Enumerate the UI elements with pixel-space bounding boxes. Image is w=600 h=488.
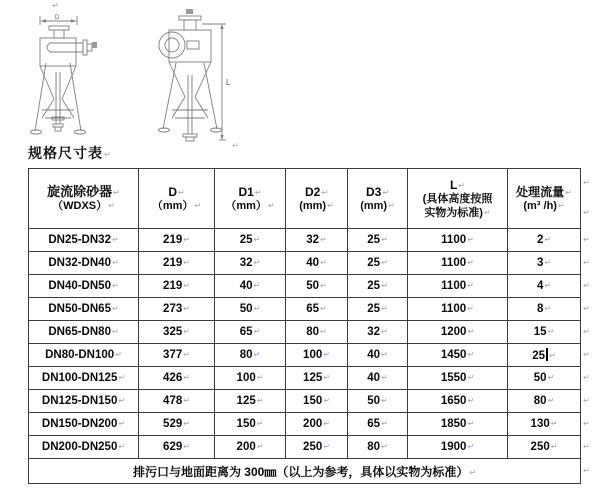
paragraph-mark-icon: ↵ [583,350,590,359]
paragraph-mark-icon: ↵ [467,373,475,382]
table-row [29,229,581,252]
header-text: (m³ /h) [523,199,557,212]
page-title [28,143,112,163]
cell-d[interactable] [139,436,215,459]
table-row [29,252,581,275]
paragraph-mark-icon: ↵ [323,373,330,382]
paragraph-mark-icon: ↵ [183,258,190,267]
paragraph-mark-icon: ↵ [183,373,190,382]
cell-l[interactable] [408,321,508,344]
cell-d3[interactable] [348,413,408,436]
table-row [29,344,581,367]
table-row [29,367,581,390]
header-text: D [168,184,177,199]
cell-d2[interactable] [286,229,348,252]
spec-table [28,168,581,484]
paragraph-mark-icon: ↵ [544,281,552,290]
paragraph-mark-icon: ↵ [323,442,330,451]
cell-model[interactable] [29,436,139,459]
outlet-size-label [92,42,97,48]
paragraph-mark-icon: ↵ [111,304,119,313]
paragraph-mark-icon: ↵ [467,258,474,267]
cell-d1[interactable] [215,436,286,459]
paragraph-mark-icon: ↵ [183,327,190,336]
cell-text: 219 [163,257,183,269]
cell-text: 478 [163,395,183,407]
paragraph-mark-icon: ↵ [320,281,327,290]
paragraph-mark-icon: ↵ [253,281,261,290]
paragraph-mark-icon: ↵ [111,258,119,267]
paragraph-mark-icon: ↵ [253,258,261,267]
header-text: （WDXS） [52,200,108,213]
cell-text: DN125-DN150 [41,395,118,407]
cell-text: 1200 [440,326,467,338]
cell-d1[interactable] [215,298,286,321]
cell-text: 629 [163,441,183,453]
cell-text: 40 [239,280,253,292]
cell-model[interactable] [29,390,139,413]
paragraph-mark-icon: ↵ [118,419,126,428]
paragraph-mark-icon: ↵ [320,327,327,336]
cell-l[interactable] [408,252,508,275]
separator-front-view [159,16,227,141]
cell-d1[interactable] [215,229,286,252]
cell-text: 1650 [440,395,467,407]
cell-l[interactable] [408,436,508,459]
paragraph-mark-icon: ↵ [183,396,190,405]
paragraph-mark-icon: ↵ [583,281,590,290]
cell-text: 25 [532,350,546,362]
paragraph-mark-icon: ↵ [467,396,475,405]
cell-text: DN150-DN200 [41,418,118,430]
paragraph-mark-icon: ↵ [232,141,239,150]
cell-text: 40 [306,257,320,269]
paragraph-mark-icon: ↵ [183,281,190,290]
text-cursor [546,348,548,361]
cell-d2[interactable] [286,321,348,344]
paragraph-mark-icon: ↵ [467,419,475,428]
paragraph-mark-icon: ↵ [583,419,590,428]
paragraph-mark-icon: ↵ [104,150,112,159]
paragraph-mark-icon: ↵ [52,1,59,10]
cyclone-separator-diagrams [0,0,260,156]
cell-d3[interactable] [348,321,408,344]
paragraph-mark-icon: ↵ [547,373,555,382]
cell-d3[interactable] [348,275,408,298]
paragraph-mark-icon: ↵ [583,327,590,336]
cell-l[interactable] [408,344,508,367]
cell-d[interactable] [139,298,215,321]
cell-text: 1100 [441,280,467,292]
paragraph-mark-icon: ↵ [256,442,264,451]
paragraph-mark-icon: ↵ [381,442,388,451]
cell-text: 25 [367,234,381,246]
note-row [29,459,581,484]
cell-model[interactable] [29,367,139,390]
paragraph-mark-icon: ↵ [320,304,327,313]
cell-text: 65 [367,418,381,430]
cell-model[interactable] [29,344,139,367]
cell-text: DN50-DN65 [48,303,111,315]
cell-text: 1100 [441,303,467,315]
page-title-text: 规格尺寸表 [28,145,103,161]
cell-text: 50 [239,303,253,315]
cell-flow[interactable] [508,229,581,252]
cell-d2[interactable] [286,252,348,275]
cell-text: 25 [239,234,253,246]
paragraph-mark-icon: ↵ [118,396,126,405]
cell-flow[interactable] [508,413,581,436]
cell-model[interactable] [29,321,139,344]
paragraph-mark-icon: ↵ [113,187,120,197]
cell-l[interactable] [408,367,508,390]
paragraph-mark-icon: ↵ [467,281,474,290]
cell-model[interactable] [29,252,139,275]
spec-table-body [29,229,581,459]
paragraph-mark-icon: ↵ [111,235,119,244]
dimension-label-l: L [226,78,231,87]
paragraph-mark-icon: ↵ [381,304,388,313]
paragraph-mark-icon: ↵ [254,187,262,197]
cell-text: 40 [367,372,381,384]
paragraph-mark-icon: ↵ [256,396,264,405]
separator-side-view [31,16,93,134]
paragraph-mark-icon: ↵ [467,235,474,244]
cell-text: 426 [163,372,183,384]
paragraph-mark-icon: ↵ [381,396,388,405]
cell-d3[interactable] [348,390,408,413]
col-header-l[interactable] [408,169,508,229]
cell-d[interactable] [139,229,215,252]
paragraph-mark-icon: ↵ [253,350,261,359]
cell-l[interactable] [408,298,508,321]
paragraph-mark-icon: ↵ [550,419,558,428]
cell-text: 50 [306,280,320,292]
cell-text: 32 [367,326,381,338]
paragraph-mark-icon: ↵ [388,200,395,210]
header-row [29,169,581,229]
cell-text: 125 [236,395,256,407]
cell-d2[interactable] [286,390,348,413]
paragraph-mark-icon: ↵ [458,180,466,190]
cell-text: 25 [367,303,381,315]
cell-d[interactable] [139,321,215,344]
cell-text: DN200-DN250 [41,441,118,453]
header-text: D1 [238,184,254,199]
col-header-flow[interactable] [508,169,581,229]
paragraph-mark-icon: ↵ [381,419,388,428]
paragraph-mark-icon: ↵ [320,258,327,267]
cell-text: DN100-DN125 [41,372,118,384]
paragraph-mark-icon: ↵ [467,350,475,359]
cell-d1[interactable] [215,321,286,344]
paragraph-mark-icon: ↵ [583,396,590,405]
cell-text: 1450 [440,349,467,361]
cell-text: 2 [536,234,544,246]
table-row [29,298,581,321]
col-header-product[interactable] [29,169,139,229]
cell-d2[interactable] [286,344,348,367]
cell-text: 200 [236,441,256,453]
cell-d3[interactable] [348,367,408,390]
cell-text: 1900 [440,441,467,453]
cell-text: DN80-DN100 [45,349,115,361]
cell-l[interactable] [408,229,508,252]
cell-l[interactable] [408,413,508,436]
cell-d3[interactable] [348,344,408,367]
paragraph-mark-icon: ↵ [253,235,261,244]
header-text: （mm） [151,199,194,212]
paragraph-mark-icon: ↵ [320,235,327,244]
cell-text: 150 [303,395,323,407]
paragraph-mark-icon: ↵ [381,350,388,359]
paragraph-mark-icon: ↵ [583,235,590,244]
cell-text: 80 [239,349,253,361]
cell-text: 529 [163,418,183,430]
header-text: L [449,177,458,192]
paragraph-mark-icon: ↵ [467,327,475,336]
cell-text: 1100 [441,257,467,269]
dim-arrow-left [41,19,46,22]
col-header-d2[interactable] [286,169,348,229]
cell-text: 50 [367,395,381,407]
header-text: （mm） [225,199,267,212]
cell-flow[interactable] [508,344,581,367]
cell-text: 25 [367,257,381,269]
table-row [29,436,581,459]
cell-text: 65 [306,303,320,315]
cell-text: 80 [367,441,381,453]
table-row [29,321,581,344]
cell-text: 50 [533,372,547,384]
paragraph-mark-icon: ↵ [381,235,388,244]
paragraph-mark-icon: ↵ [381,327,388,336]
paragraph-mark-icon: ↵ [183,350,190,359]
cell-text: 219 [163,280,183,292]
cell-d1[interactable] [215,390,286,413]
cell-d3[interactable] [348,436,408,459]
paragraph-mark-icon: ↵ [256,419,264,428]
cell-text: 25 [367,280,381,292]
col-header-d[interactable] [139,169,215,229]
paragraph-mark-icon: ↵ [583,304,590,313]
cell-d2[interactable] [286,275,348,298]
cell-text: 40 [367,349,381,361]
cell-text: DN25-DN32 [48,234,111,246]
paragraph-mark-icon: ↵ [111,327,119,336]
cell-text: DN40-DN50 [48,280,111,292]
table-row [29,413,581,436]
cell-d2[interactable] [286,413,348,436]
cell-text: 65 [239,326,253,338]
cell-d[interactable] [139,344,215,367]
header-text: 处理流量 [516,184,565,199]
cell-text: 1100 [441,234,467,246]
paragraph-mark-icon: ↵ [483,207,491,217]
cell-text: 100 [303,349,323,361]
dim-arrow-top [220,24,223,29]
cell-text: 80 [533,395,547,407]
paragraph-mark-icon: ↵ [256,373,264,382]
cell-flow[interactable] [508,275,581,298]
cell-text: 250 [303,441,323,453]
spec-table-footer [29,459,581,484]
paragraph-mark-icon: ↵ [583,442,590,451]
cell-model[interactable] [29,413,139,436]
table-note-text: 排污口与地面距离为 300㎜（以上为参考，具体以实物为标准） [132,464,469,479]
paragraph-mark-icon: ↵ [557,200,565,210]
paragraph-mark-icon: ↵ [118,373,126,382]
header-text: (具体高度按照 [422,192,493,205]
cell-text: 150 [236,418,256,430]
cell-flow[interactable] [508,298,581,321]
paragraph-mark-icon: ↵ [323,396,330,405]
table-note[interactable] [29,459,581,484]
paragraph-mark-icon: ↵ [253,327,261,336]
cell-d2[interactable] [286,436,348,459]
cell-flow[interactable] [508,252,581,275]
cell-text: DN32-DN40 [48,257,111,269]
paragraph-mark-icon: ↵ [327,200,334,210]
paragraph-mark-icon: ↵ [467,304,474,313]
paragraph-mark-icon: ↵ [544,304,552,313]
paragraph-mark-icon: ↵ [115,350,122,359]
paragraph-mark-icon: ↵ [550,442,558,451]
paragraph-mark-icon: ↵ [544,235,552,244]
cell-text: 100 [236,372,256,384]
paragraph-mark-icon: ↵ [382,187,390,197]
paragraph-mark-icon: ↵ [267,200,275,210]
cell-d[interactable] [139,413,215,436]
cell-d1[interactable] [215,252,286,275]
paragraph-mark-icon: ↵ [544,258,552,267]
header-text: D2 [304,184,321,199]
cell-d1[interactable] [215,367,286,390]
cell-d1[interactable] [215,275,286,298]
cell-text: 1550 [440,372,467,384]
paragraph-mark-icon: ↵ [583,466,590,475]
cell-l[interactable] [408,275,508,298]
paragraph-mark-icon: ↵ [583,208,590,217]
paragraph-mark-icon: ↵ [108,201,115,211]
header-text: D3 [365,184,382,199]
paragraph-mark-icon: ↵ [321,187,329,197]
paragraph-mark-icon: ↵ [183,442,190,451]
paragraph-mark-icon: ↵ [565,187,572,197]
paragraph-mark-icon: ↵ [253,304,261,313]
paragraph-mark-icon: ↵ [547,327,555,336]
header-text: (mm) [360,199,388,212]
paragraph-mark-icon: ↵ [177,187,185,197]
cell-text: 32 [239,257,253,269]
paragraph-mark-icon: ↵ [381,373,388,382]
header-text: 旋流除砂器 [47,183,113,199]
cell-d[interactable] [139,390,215,413]
header-text: (mm) [299,199,327,212]
dim-arrow-bottom [220,135,223,140]
paragraph-mark-icon: ↵ [469,467,477,477]
cell-text: 32 [306,234,320,246]
paragraph-mark-icon: ↵ [118,442,126,451]
cell-d3[interactable] [348,252,408,275]
table-row [29,275,581,298]
paragraph-mark-icon: ↵ [583,373,590,382]
paragraph-mark-icon: ↵ [381,281,388,290]
cell-text: 15 [533,326,547,338]
cell-text: 125 [303,372,323,384]
cell-text: 273 [163,303,183,315]
paragraph-mark-icon: ↵ [183,419,190,428]
cell-text: 8 [536,303,544,315]
cell-flow[interactable] [508,367,581,390]
paragraph-mark-icon: ↵ [583,178,590,187]
cell-text: 80 [306,326,320,338]
cell-flow[interactable] [508,436,581,459]
cell-d3[interactable] [348,229,408,252]
cell-text: 4 [536,280,544,292]
col-header-d1[interactable] [215,169,286,229]
paragraph-mark-icon: ↵ [183,235,190,244]
cell-d1[interactable] [215,344,286,367]
cell-text: 3 [536,257,544,269]
dimension-label-d: D [55,15,60,21]
paragraph-mark-icon: ↵ [467,442,475,451]
cell-text: 130 [530,418,550,430]
paragraph-mark-icon: ↵ [381,258,388,267]
cell-model[interactable] [29,275,139,298]
cell-d[interactable] [139,252,215,275]
cell-model[interactable] [29,229,139,252]
paragraph-mark-icon: ↵ [323,419,330,428]
paragraph-mark-icon: ↵ [323,350,330,359]
paragraph-mark-icon: ↵ [547,396,555,405]
cell-text: 250 [530,441,550,453]
cell-l[interactable] [408,390,508,413]
cell-text: 219 [163,234,183,246]
cell-d[interactable] [139,367,215,390]
cell-d[interactable] [139,275,215,298]
cell-d2[interactable] [286,367,348,390]
cell-text: DN65-DN80 [48,326,111,338]
dim-arrow-right [71,19,76,22]
cell-text: 325 [163,326,183,338]
cell-model[interactable] [29,298,139,321]
cell-d2[interactable] [286,298,348,321]
paragraph-mark-icon: ↵ [111,281,119,290]
table-row [29,390,581,413]
cell-text: 200 [303,418,323,430]
paragraph-mark-icon: ↵ [549,351,556,360]
paragraph-mark-icon: ↵ [183,304,190,313]
paragraph-mark-icon: ↵ [583,258,590,267]
cell-d3[interactable] [348,298,408,321]
header-text: 实物为标准) [424,206,483,219]
paragraph-marks-column [583,168,597,483]
cell-d1[interactable] [215,413,286,436]
spec-table-header [29,169,581,229]
cell-text: 1850 [440,418,467,430]
inlet-size-label [186,9,193,14]
cell-flow[interactable] [508,390,581,413]
col-header-d3[interactable] [348,169,408,229]
cell-text: 377 [163,349,183,361]
cell-flow[interactable] [508,321,581,344]
paragraph-mark-icon: ↵ [194,200,202,210]
